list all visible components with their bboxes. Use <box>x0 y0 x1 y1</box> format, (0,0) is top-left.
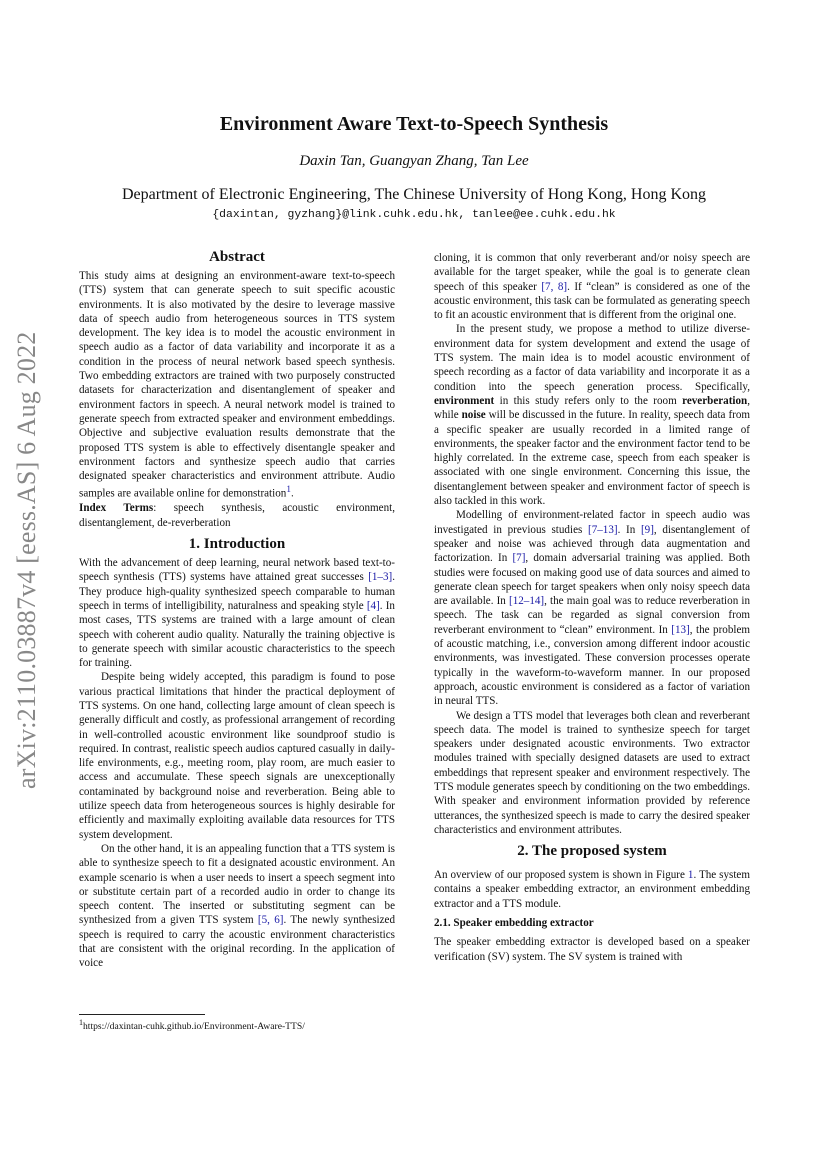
right-column <box>434 251 750 964</box>
citation-link[interactable]: [12–14] <box>509 595 545 608</box>
intro-paragraph: We design a TTS model that leverages both clean and reverberant speech data. The model is trained to synthesize speech for target speakers under designated acoustic environments. Two extractor modules trained with specially designed datasets are used to extract embeddings that represent speaker and environment respectively. The TTS module generates speech by conditioning on the two embeddings. With speaker and environment information provided by reference utterances, the synthesized speech is made to carry the desired speaker characteristics and environment attributes. <box>434 709 750 836</box>
index-terms: Index Terms: speech synthesis, acoustic environment, disentanglement, de-reverberation <box>79 502 395 529</box>
citation-link[interactable]: [7] <box>512 552 526 565</box>
citation-link[interactable]: [9] <box>640 523 654 536</box>
paper-title: Environment Aware Text-to-Speech Synthesis <box>219 113 609 135</box>
citation-link[interactable]: [7–13] <box>588 523 618 536</box>
left-column <box>79 248 395 971</box>
affiliation: Department of Electronic Engineering, The Chinese University of Hong Kong, Hong Kong <box>121 186 706 203</box>
intro-heading: 1. Introduction <box>188 536 286 553</box>
citation-link[interactable]: [4] <box>366 599 380 612</box>
citation-link[interactable]: [7, 8] <box>541 280 568 293</box>
authors: Daxin Tan, Guangyan Zhang, Tan Lee <box>299 153 529 169</box>
arxiv-stamp: arXiv:2110.03887v4 [eess.AS] 6 Aug 2022 <box>12 331 41 789</box>
citation-link[interactable]: [1–3] <box>368 571 393 584</box>
citation-link[interactable]: [5, 6] <box>257 914 284 927</box>
footnote-url[interactable]: https://daxintan-cuhk.github.io/Environment-Aware-TTS/ <box>83 1021 305 1033</box>
section2-heading: 2. The proposed system <box>517 843 667 860</box>
intro-paragraph: Despite being widely accepted, this paradigm is found to pose various practical limitations that hinder the practical deployment of TTS systems. On one hand, collecting large amount of clean speech is generally difficult and costly, as professional arrangement of recording in well-controlled acoustic environment like soundproof studio is required. In contrast, realistic speech audios captured casually in daily-life environments, e.g., meeting room, play room, are much easier to access and accumulate. These speech signals are unexceptionally contaminated by background noise and reverberation. Being able to utilize speech data from heterogeneous sources is highly desirable for efficiently and maximally exploiting available data resources for TTS system development. <box>79 671 395 841</box>
intro-paragraph: In the present study, we propose a method to utilize diverse-environment data for system development and extend the usage of TTS system. The main idea is to model acoustic environment of speech recording as a factor of data variability and incorporate it as a condition into the speech generation process. Specifically, environment in this study refers only to the room reverberation, while noise will be discussed in the future. In reality, speech data from a specific speaker are usually recorded in a limited range of environments, the speaker factor and the environment factor tend to be highly correlated. In the extreme case, speech from each speaker is associated with one single environment. Concerning this issue, the disentanglement between speaker and environment factor of speech is also tackled in this work. <box>434 323 751 508</box>
author-emails: {daxintan, gyzhang}@link.cuhk.edu.hk, tanlee@ee.cuhk.edu.hk <box>212 209 616 221</box>
subsection-paragraph: The speaker embedding extractor is developed based on a speaker verification (SV) system. The SV system is trained with <box>434 936 750 963</box>
footnote-link[interactable]: 1 <box>286 485 291 496</box>
footnote: $^1$https://daxintan-cuhk.github.io/Environment-Aware-TTS/ <box>79 1014 395 1032</box>
intro-paragraph: On the other hand, it is an appealing function that a TTS system is able to synthesize speech to fit a designated acoustic environment. An example scenario is when a user needs to insert a speech segment into or substitute certain part of a recorded audio in order to change its speech content. The inserted or substituting segment can be synthesized from a given TTS system [5, 6]. The newly synthesized speech is required to carry the acoustic environment characteristics that are consistent with the original recording. In the application of voice <box>79 842 396 970</box>
abstract-body: This study aims at designing an environment-aware text-to-speech (TTS) system that can generate speech to suit specific acoustic environments. It is also motivated by the desire to leverage massive data of speech audio from heterogeneous sources in TTS system development. The key idea is to model the acoustic environment in speech audio as a factor of data variability and incorporate it as a condition in the process of neural network based speech synthesis. Two embedding extractors are trained with two purposely constructed datasets for characterization and disentanglement of speaker and environment factors in speech. A neural network model is trained to generate speech from extracted speaker and environment embeddings. Objective and subjective evaluation results demonstrate that the proposed TTS system is able to effectively disentangle speaker and environment factors and synthesize speech audio that carries designated speaker characteristics and environment attribute. Audio samples are available online for demonstration$^1$. <box>79 270 395 501</box>
subsection-heading: 2.1. Speaker embedding extractor <box>434 917 594 930</box>
figure-link[interactable]: 1 <box>687 869 694 882</box>
citation-link[interactable]: [13] <box>671 623 690 636</box>
footnote-rule <box>79 1014 205 1015</box>
abstract-heading: Abstract <box>209 249 265 265</box>
intro-paragraph: With the advancement of deep learning, neural network based text-to-speech synthesis (TTS) systems have attained great successes [1–3]. They produce high-quality synthesized speech comparable to human speech in terms of intelligibility, naturalness and speaking style [4]. In most cases, TTS systems are trained with a large amount of clean speech with coherent audio quality. Naturally the training objective is to generate speech with similar acoustic characteristics to the speech for training. <box>79 557 395 670</box>
section2-paragraph: An overview of our proposed system is shown in Figure 1. The system contains a speaker embedding extractor, an environment embedding extractor and a TTS module. <box>434 869 750 910</box>
intro-paragraph: cloning, it is common that only reverberant and/or noisy speech are available for the target speaker, while the goal is to generate clean speech of this speaker [7, 8]. If “clean” is considered as one of the acoustic environment, this task can be formulated as generating speech to fit an acoustic environment that is different from the original one. <box>434 252 750 322</box>
intro-paragraph: Modelling of environment-related factor in speech audio was investigated in previous studies [7–13]. In [9], disentanglement of speaker and noise was achieved through data augmentation and factorization. In [7], domain adversarial training was applied. Both studies were focused on making good use of data sources and aimed to generate clean speech for target speakers when only noisy speech data are available. In [12–14], the main goal was to reduce reverberation in speech. The task can be regarded as signal conversion from reverberant environment to “clean” environment. In [13], the problem of acoustic matching, i.e., conversion among different indoor acoustic environments, was investigated. These conversion processes operate typically in the waveform-to-waveform manner. In our proposed approach, acoustic environment is considered as a factor of variation in neural TTS. <box>434 509 750 708</box>
